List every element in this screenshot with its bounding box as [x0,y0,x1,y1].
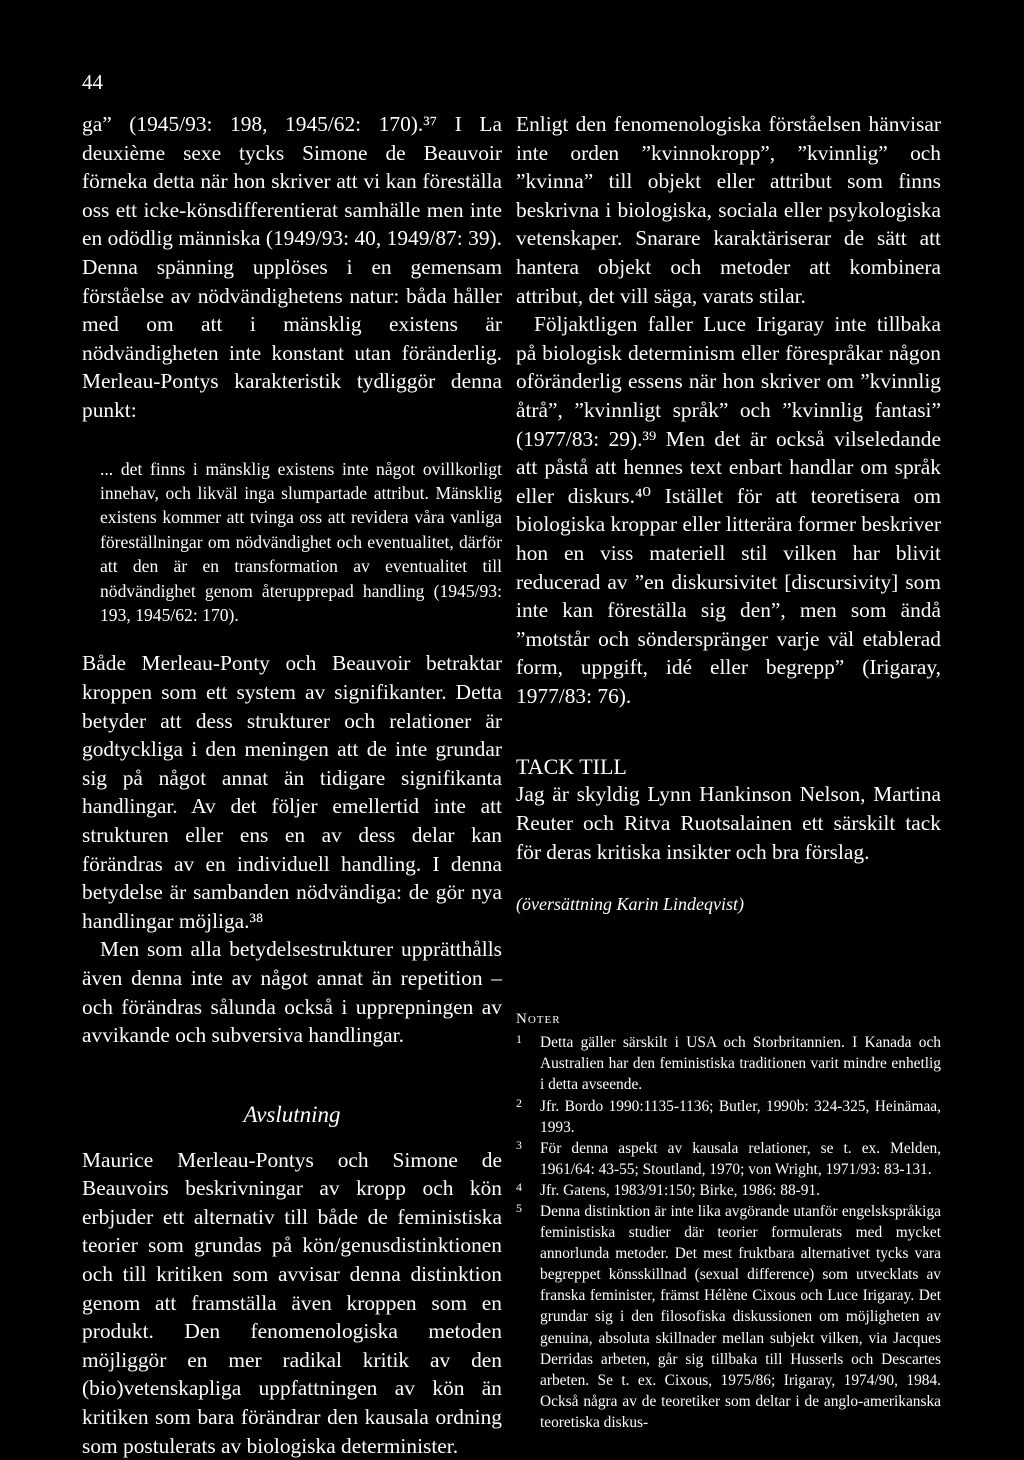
footnote-text: För denna aspekt av kausala relationer, se t. ex. Melden, 1961/64: 43-55; Stoutland, 1970; von Wright, 1971/93: 83-131. [540,1139,941,1178]
acknowledgements-text: Jag är skyldig Lynn Hankinson Nelson, Martina Reuter och Ritva Ruotsalainen ett särskilt tack för deras kritiska insikter och bra förslag. [516,782,941,864]
footnote-text: Jfr. Bordo 1990:1135-1136; Butler, 1990b: 324-325, Heinämaa, 1993. [540,1097,941,1136]
block-quote: ... det finns i mänsklig existens inte något ovillkorligt innehav, och likväl inga slumpartade attribut. Mänsklig existens kommer att tvinga oss att revidera våra vanliga föreställningar om nödvändighet och eventualitet, därför att den är en transformation av eventualitet till nödvändighet genom återupprepad handling (1945/93: 193, 1945/62: 170). [100,458,502,625]
acknowledgements-heading: TACK TILL [516,754,627,780]
notes-heading: Noter [516,1011,561,1028]
footnote [516,1032,941,1095]
footnote [516,1096,941,1138]
footnote-text: Jfr. Gatens, 1983/91:150; Birke, 1986: 88-91. [540,1181,820,1199]
section-heading: Avslutning [243,1101,341,1127]
body-paragraph: Men som alla betydelsestrukturer upprätthålls även denna inte av något annat än repetition – och förändras sålunda också i upprepningen av avvikande och subversiva handlingar. [82,937,502,1048]
footnote-number: 5 [516,1201,522,1215]
footnote-number: 1 [516,1032,522,1047]
right-column [516,110,941,1433]
footnote-number: 4 [516,1179,522,1194]
footnote-text: Detta gäller särskilt i USA och Storbritannien. I Kanada och Australien har den feministiska traditionen varit mindre enhetlig i detta avseende. [540,1034,941,1094]
left-column [82,110,502,1460]
footnote [516,1180,941,1201]
body-paragraph: Både Merleau-Ponty och Beauvoir betraktar kroppen som ett system av signifikanter. Detta betyder att dess strukturer och relationer är godtyckliga i den meningen att de inte grundar sig på något annat än tidigare signifikanta handlingar. Av det följer emellertid inte att strukturen eller ens en av dess delar kan förändras av en individuell handling. I denna betydelse är sambanden nödvändiga: de gör nya handlingar möjliga.³⁸ [82,651,502,933]
body-paragraph: Maurice Merleau-Pontys och Simone de Beauvoirs beskrivningar av kropp och kön erbjuder ett alternativ till både de feministiska teorier som grundas på kön/genusdistinktionen och till kritiken som avvisar denna distinktion genom att framställa även kroppen som en produkt. Den fenomenologiska metoden möjliggör en mer radikal kritik av den (bio)vetenskapliga uppfattningen av kön än kritiken som bara förändrar den kausala ordning som postulerats av biologiska determinister. [82,1147,502,1458]
translator-credit: (översättning Karin Lindeqvist) [516,894,744,915]
page-number: 44 [82,70,103,94]
notes-list [516,1032,941,1433]
footnote-number: 3 [516,1137,522,1152]
footnote [516,1201,941,1433]
body-paragraph: ga” (1945/93: 198, 1945/62: 170).³⁷ I La deuxième sexe tycks Simone de Beauvoir förneka detta när hon skriver att vi kan föreställa oss ett icke-könsdifferentierat samhälle men inte en odödlig människa (1949/93: 40, 1949/87: 39). Denna spänning upplöses i en gemensam förståelse av nödvändighetens natur: båda håller med om att i mänsklig existens är nödvändigheten inte konstant utan föränderlig. Merleau-Pontys karakteristik tydliggör denna punkt: [82,112,502,422]
body-paragraph: Följaktligen faller Luce Irigaray inte tillbaka på biologisk determinism eller förespråkar någon oföränderlig essens när hon skriver om ”kvinnlig åtrå”, ”kvinnligt språk” och ”kvinnlig fantasi” (1977/83: 29).³⁹ Men det är också vilseledande att påstå att hennes text enbart handlar om språk eller diskurs.⁴⁰ Istället för att teoretisera om biologiska kroppar eller litterära former beskriver hon en viss materiell stil vilken har blivit reducerad av ”en diskursivitet [discursivity] som inte kan föreställa sig den”, men som ändå ”motstår och sönderspränger varje väl etablerad form, uppgift, idé eller begrepp” (Irigaray, 1977/83: 76). [516,312,941,708]
footnote [516,1138,941,1180]
footnote-text: Denna distinktion är inte lika avgörande utanför engelskspråkiga feministiska studier där teorier formulerats med mycket annorlunda metoder. Det mest fruktbara alternativet tycks vara begreppet könsskillnad (sexual difference) som utvecklats av franska feminister, främst Hélène Cixous och Luce Irigaray. Det grundar sig i den filosofiska diskussionen om möjligheten av genuina, absoluta skillnader mellan subjekt vilken, via Jacques Derridas arbeten, går sig tillbaka till Husserls och Descartes arbeten. Se t. ex. Cixous, 1975/86; Irigaray, 1974/90, 1984. Också några av de teoretiker som deltar i de anglo-amerikanska teoretiska diskus- [540,1203,941,1431]
footnote-number: 2 [516,1095,522,1110]
body-paragraph: Enligt den fenomenologiska förståelsen hänvisar inte orden ”kvinnokropp”, ”kvinnlig” och ”kvinna” till objekt eller attribut som finns beskrivna i biologiska, sociala eller psykologiska vetenskaper. Snarare karaktäriserar de sätt att hantera objekt och metoder att kombinera attribut, det vill säga, varats stilar. [516,112,941,308]
